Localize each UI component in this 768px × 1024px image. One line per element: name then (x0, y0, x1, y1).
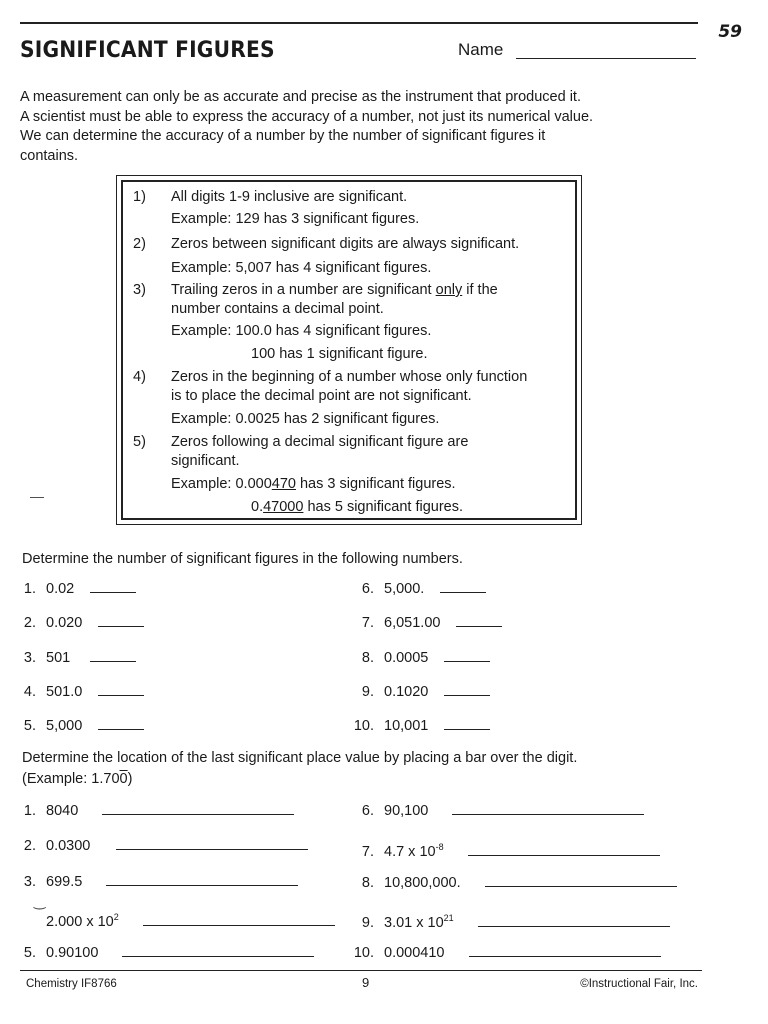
answer-blank[interactable] (90, 580, 136, 593)
question-value: 0.020 (46, 615, 83, 631)
overlined-digit: 0 (119, 771, 128, 787)
question-value: 5,000 (46, 718, 83, 734)
exponent: 2 (113, 912, 119, 922)
question-row (348, 683, 490, 702)
name-label: Name (458, 40, 504, 59)
example-part: has 3 significant figures. (295, 476, 456, 492)
bar-example (22, 770, 132, 789)
answer-blank[interactable] (90, 649, 136, 662)
question-value: 0.0300 (46, 838, 91, 854)
question-row (10, 944, 314, 963)
worksheet-title: SIGNIFICANT FIGURES (20, 38, 275, 63)
rule-text (171, 281, 591, 300)
question-row (10, 837, 308, 856)
answer-blank[interactable] (106, 873, 298, 886)
example-part: (Example: 1.70 (22, 771, 120, 787)
rule-text-part: if the (462, 282, 498, 298)
example-part: has 5 significant figures. (303, 499, 464, 515)
answer-blank[interactable] (116, 837, 308, 850)
question-value: 501.0 (46, 684, 83, 700)
answer-blank[interactable] (444, 717, 490, 730)
question-number: 5. (23, 945, 36, 961)
question-row (10, 580, 136, 599)
footer-page-number: 9 (362, 975, 370, 990)
question-number: 5. (23, 718, 36, 734)
question-value: 699.5 (46, 874, 83, 890)
exponent: 21 (443, 913, 454, 923)
intro-line: A scientist must be able to express the accuracy of a number, not just its numerical value. (20, 108, 594, 125)
example-part: Example: 0.000 (171, 476, 272, 492)
answer-blank[interactable] (122, 944, 314, 957)
question-number: 10. (353, 718, 374, 734)
question-value: 3.01 x 10 (384, 914, 444, 931)
question-number: 8. (361, 650, 374, 666)
question-number: 2. (23, 615, 36, 631)
scan-mark: ‿ (34, 893, 46, 909)
answer-blank[interactable] (468, 843, 660, 856)
rules-inner-frame (121, 180, 577, 520)
rule-number: 2) (133, 236, 146, 252)
question-row (10, 683, 144, 702)
answer-blank[interactable] (444, 649, 490, 662)
question-row (348, 580, 486, 599)
rule-example: Example: 0.0025 has 2 significant figures. (171, 411, 440, 427)
answer-blank[interactable] (444, 683, 490, 696)
question-value: 2.000 x 10 (46, 913, 114, 930)
rule-example-2 (251, 498, 463, 517)
intro-line: A measurement can only be as accurate and precise as the instrument that produced it. (20, 89, 581, 105)
rule-example-2: 100 has 1 significant figure. (251, 346, 428, 362)
question-number: 10. (353, 945, 374, 961)
rule-5 (133, 433, 573, 517)
question-number: 7. (361, 615, 374, 631)
question-row (10, 649, 136, 668)
rule-1 (133, 188, 573, 228)
question-number: 9. (361, 684, 374, 700)
question-number: 3. (23, 650, 36, 666)
question-value: 10,800,000. (384, 875, 461, 891)
question-row (10, 802, 294, 821)
question-row (348, 614, 502, 633)
answer-blank[interactable] (478, 914, 670, 927)
rule-text: All digits 1-9 inclusive are significant. (171, 189, 408, 205)
question-number: 9. (361, 914, 374, 931)
intro-line: We can determine the accuracy of a number by the number of significant figures it (20, 128, 546, 144)
question-value: 6,051.00 (384, 615, 441, 631)
section-2-instructions: Determine the location of the last significant place value by placing a bar over the digit. (22, 750, 578, 766)
answer-blank[interactable] (98, 683, 144, 696)
rule-text: Zeros in the beginning of a number whose only function (171, 369, 528, 385)
question-row (10, 717, 144, 736)
question-number: 3. (23, 874, 36, 890)
question-value: 8040 (46, 803, 79, 819)
answer-blank[interactable] (452, 802, 644, 815)
rule-4 (133, 368, 573, 430)
question-number: 1. (23, 803, 36, 819)
rule-example: Example: 5,007 has 4 significant figures. (171, 260, 432, 276)
question-value: 90,100 (384, 803, 429, 819)
rule-text-continued: number contains a decimal point. (171, 301, 384, 317)
question-value: 0.02 (46, 581, 75, 597)
example-part: ) (127, 771, 133, 787)
rule-text-continued: significant. (171, 453, 240, 469)
question-row (348, 802, 644, 821)
question-number: 1. (23, 581, 36, 597)
question-row (348, 717, 490, 736)
question-row (10, 908, 335, 932)
question-row (348, 874, 677, 893)
question-value: 4.7 x 10 (384, 843, 436, 860)
section-1-instructions: Determine the number of significant figures in the following numbers. (22, 551, 463, 567)
question-row (10, 873, 298, 892)
question-row (348, 944, 661, 963)
question-row (348, 649, 490, 668)
question-number: 6. (361, 581, 374, 597)
answer-blank[interactable] (102, 802, 294, 815)
exponent: -8 (435, 842, 444, 852)
question-number: 8. (361, 875, 374, 891)
answer-blank[interactable] (143, 913, 335, 926)
answer-blank[interactable] (469, 944, 661, 957)
footer-book-code: Chemistry IF8766 (26, 978, 117, 990)
intro-paragraph (20, 88, 700, 166)
question-value: 0.000410 (384, 945, 445, 961)
rules-box (116, 175, 582, 525)
answer-blank[interactable] (98, 614, 144, 627)
top-rule (20, 22, 698, 24)
question-value: 5,000. (384, 581, 425, 597)
question-value: 0.1020 (384, 684, 429, 700)
question-value: 501 (46, 650, 71, 666)
footer-copyright: ©Instructional Fair, Inc. (580, 978, 698, 990)
rule-3 (133, 281, 573, 365)
example-part: 0. (251, 499, 264, 515)
answer-blank[interactable] (98, 717, 144, 730)
rule-text-part: Trailing zeros in a number are significant (171, 282, 436, 298)
rule-text: Zeros between significant digits are always significant. (171, 236, 520, 252)
rule-text-continued: is to place the decimal point are not significant. (171, 388, 472, 404)
scan-mark: — (30, 488, 44, 504)
question-row (10, 614, 144, 633)
question-value: 0.90100 (46, 945, 99, 961)
answer-blank[interactable] (485, 874, 677, 887)
underlined-only: only (435, 282, 463, 298)
name-field[interactable] (516, 58, 696, 59)
question-row (348, 838, 660, 862)
rule-number: 5) (133, 434, 146, 450)
rule-example: Example: 100.0 has 4 significant figures. (171, 323, 432, 339)
underlined-digits: 470 (271, 476, 296, 492)
question-number: 7. (361, 843, 374, 860)
question-number: 6. (361, 803, 374, 819)
question-row (348, 909, 670, 933)
question-number: 2. (23, 838, 36, 854)
answer-blank[interactable] (440, 580, 486, 593)
intro-line: contains. (20, 147, 79, 164)
rule-text: Zeros following a decimal significant figure are (171, 434, 469, 450)
question-value: 0.0005 (384, 650, 429, 666)
page-number: 59 (718, 22, 742, 42)
rule-number: 4) (133, 369, 146, 385)
rule-example (171, 475, 456, 494)
footer-rule (20, 970, 702, 971)
question-value: 10,001 (384, 718, 429, 734)
underlined-digits: 47000 (263, 499, 304, 515)
question-number: 4. (23, 684, 36, 700)
rule-number: 3) (133, 282, 146, 298)
rule-number: 1) (133, 189, 146, 205)
rule-example: Example: 129 has 3 significant figures. (171, 211, 420, 227)
answer-blank[interactable] (456, 614, 502, 627)
rule-2 (133, 235, 573, 275)
